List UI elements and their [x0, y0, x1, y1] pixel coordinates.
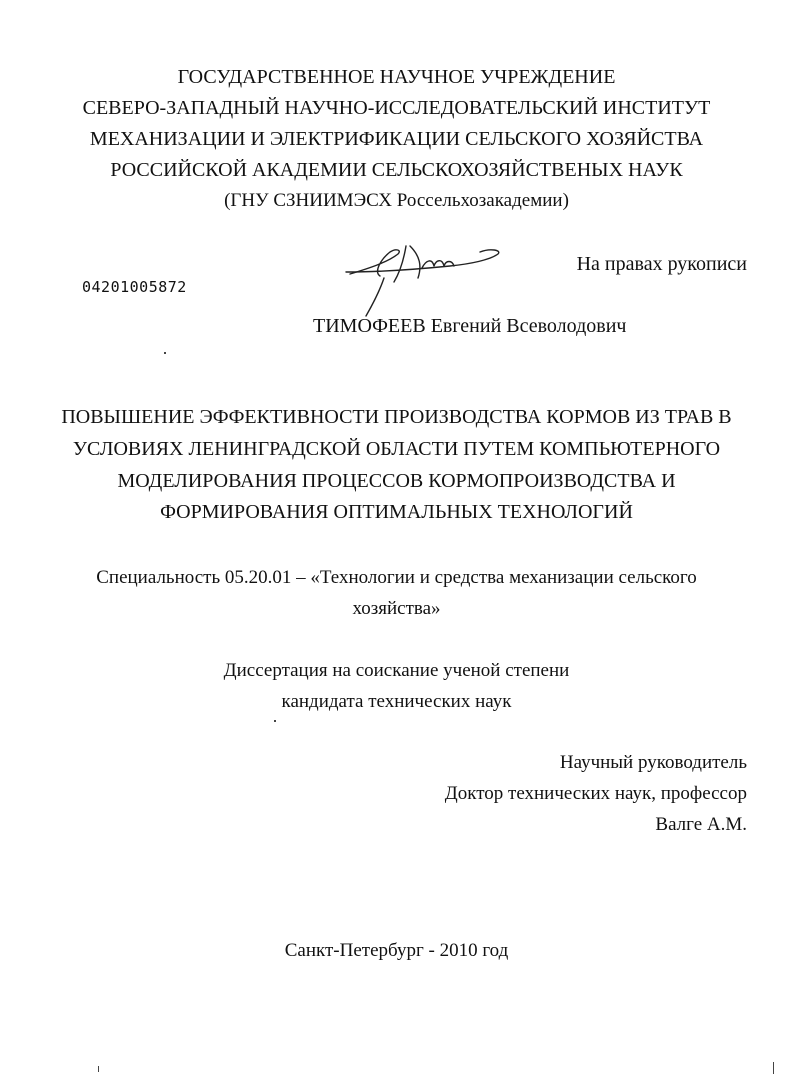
supervisor-rank: Доктор технических наук, профессор	[444, 783, 747, 804]
scan-speck	[274, 720, 276, 722]
manuscript-rights: На правах рукописи	[576, 253, 747, 275]
signature-stroke	[394, 246, 420, 282]
institution-line-1: ГОСУДАРСТВЕННОЕ НАУЧНОЕ УЧРЕЖДЕНИЕ	[177, 66, 616, 88]
scan-speck	[98, 1066, 99, 1072]
place-year: Санкт-Петербург - 2010 год	[284, 940, 509, 961]
signature	[340, 238, 510, 320]
institution-line-5: (ГНУ СЗНИИМЭСХ Россельхозакадемии)	[224, 190, 569, 211]
scan-speck	[773, 1062, 774, 1074]
title-line-4: ФОРМИРОВАНИЯ ОПТИМАЛЬНЫХ ТЕХНОЛОГИЙ	[160, 501, 633, 523]
title-line-1: ПОВЫШЕНИЕ ЭФФЕКТИВНОСТИ ПРОИЗВОДСТВА КОРМОВ ИЗ ТРАВ В	[61, 406, 732, 428]
author-name: ТИМОФЕЕВ Евгений Всеволодович	[313, 315, 627, 337]
supervisor-role: Научный руководитель	[559, 752, 747, 773]
institution-line-2: СЕВЕРО-ЗАПАДНЫЙ НАУЧНО-ИССЛЕДОВАТЕЛЬСКИЙ ИНСТИТУТ	[82, 97, 711, 119]
institution-line-3: МЕХАНИЗАЦИИ И ЭЛЕКТРИФИКАЦИИ СЕЛЬСКОГО ХОЗЯЙСТВА	[89, 128, 704, 150]
specialty-line-1: Специальность 05.20.01 – «Технологии и средства механизации сельского	[96, 567, 697, 588]
institution-line-4: РОССИЙСКОЙ АКАДЕМИИ СЕЛЬСКОХОЗЯЙСТВЕНЫХ НАУК	[110, 159, 683, 181]
signature-stroke	[346, 250, 499, 272]
catalog-number-stamp: 04201005872	[82, 278, 187, 296]
supervisor-name: Валге А.М.	[655, 814, 747, 835]
title-line-2: УСЛОВИЯХ ЛЕНИНГРАДСКОЙ ОБЛАСТИ ПУТЕМ КОМПЬЮТЕРНОГО	[72, 438, 721, 460]
specialty-line-2: хозяйства»	[352, 598, 441, 619]
title-line-3: МОДЕЛИРОВАНИЯ ПРОЦЕССОВ КОРМОПРОИЗВОДСТВА И	[117, 470, 676, 492]
degree-line-2: кандидата технических наук	[281, 691, 512, 712]
degree-line-1: Диссертация на соискание ученой степени	[223, 660, 570, 681]
scan-speck	[164, 352, 166, 354]
